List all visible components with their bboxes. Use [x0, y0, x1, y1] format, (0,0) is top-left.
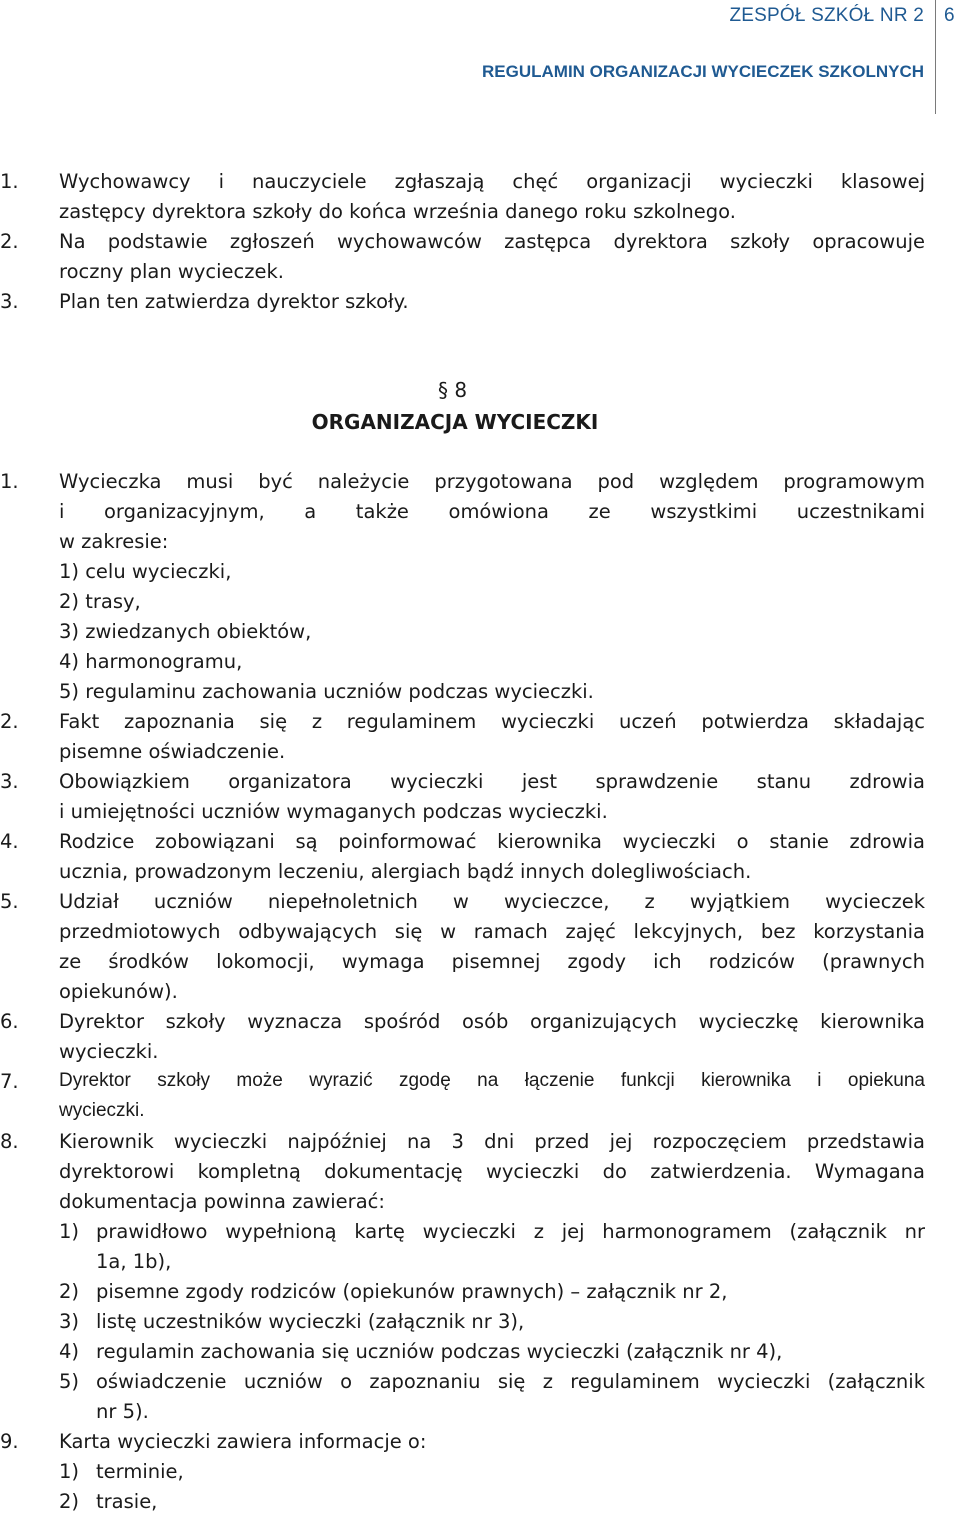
section-number: § 8 [438, 378, 468, 402]
item-number: 3. [0, 770, 19, 793]
item-number: 1. [0, 470, 19, 493]
item-text: roczny plan wycieczek. [59, 260, 284, 283]
sub-item-text: prawidłowo wypełnioną kartę wycieczki z jej harmonogramem (załącznik nr [96, 1220, 925, 1243]
item-text: w zakresie: [59, 530, 169, 553]
item-text: Karta wycieczki zawiera informacje o: [59, 1430, 427, 1453]
sub-item-text: 2) trasy, [59, 590, 141, 613]
item-text: ze środków lokomocji, wymaga pisemnej zgody ich rodziców (prawnych [59, 950, 925, 973]
item-text: Udział uczniów niepełnoletnich w wycieczce, z wyjątkiem wycieczek [59, 890, 925, 913]
sub-item-number: 2) [59, 1490, 80, 1513]
item-text: Dyrektor szkoły wyznacza spośród osób organizujących wycieczkę kierownika [59, 1010, 925, 1033]
item-text: wycieczki. [59, 1100, 145, 1121]
item-number: 2. [0, 710, 19, 733]
item-text: zastępcy dyrektora szkoły do końca września danego roku szkolnego. [59, 200, 736, 223]
sub-item-text: 1) celu wycieczki, [59, 560, 232, 583]
item-text: Rodzice zobowiązani są poinformować kierownika wycieczki o stanie zdrowia [59, 830, 925, 853]
item-text: opiekunów). [59, 980, 178, 1003]
item-text: Fakt zapoznania się z regulaminem wycieczki uczeń potwierdza składając [59, 710, 925, 733]
item-text: wycieczki. [59, 1040, 159, 1063]
sub-item-text: 1a, 1b), [96, 1250, 172, 1273]
header-divider [935, 0, 936, 114]
item-number: 5. [0, 890, 19, 913]
item-text: i organizacyjnym, a także omówiona ze wszystkimi uczestnikami [59, 500, 925, 523]
sub-item-text: listę uczestników wycieczki (załącznik nr 3), [96, 1310, 525, 1333]
sub-item-text: trasie, [96, 1490, 158, 1513]
sub-item-text: 3) zwiedzanych obiektów, [59, 620, 312, 643]
item-text: przedmiotowych odbywających się w ramach zajęć lekcyjnych, bez korzystania [59, 920, 925, 943]
item-text: Wychowawcy i nauczyciele zgłaszają chęć organizacji wycieczki klasowej [59, 170, 925, 193]
item-number: 9. [0, 1430, 19, 1453]
item-text: Na podstawie zgłoszeń wychowawców zastępca dyrektora szkoły opracowuje [59, 230, 925, 253]
item-text: Dyrektor szkoły może wyrazić zgodę na łączenie funkcji kierownika i opiekuna [59, 1070, 925, 1091]
sub-item-text: 5) regulaminu zachowania uczniów podczas wycieczki. [59, 680, 594, 703]
item-number: 1. [0, 170, 19, 193]
sub-item-number: 1) [59, 1460, 80, 1483]
item-text: dyrektorowi kompletną dokumentację wycieczki do zatwierdzenia. Wymagana [59, 1160, 925, 1183]
section-title: ORGANIZACJA WYCIECZKI [311, 410, 599, 434]
page-header [0, 0, 960, 115]
sub-item-number: 4) [59, 1340, 80, 1363]
sub-item-text: pisemne zgody rodziców (opiekunów prawnych) – załącznik nr 2, [96, 1280, 728, 1303]
item-text: ucznia, prowadzonym leczeniu, alergiach bądź innych dolegliwościach. [59, 860, 752, 883]
item-text: dokumentacja powinna zawierać: [59, 1190, 385, 1213]
item-text: Plan ten zatwierdza dyrektor szkoły. [59, 290, 409, 313]
sub-item-number: 3) [59, 1310, 80, 1333]
sub-item-number: 1) [59, 1220, 80, 1243]
document-title: REGULAMIN ORGANIZACJI WYCIECZEK SZKOLNYCH [482, 62, 924, 81]
sub-item-text: terminie, [96, 1460, 184, 1483]
item-text: Obowiązkiem organizatora wycieczki jest sprawdzenie stanu zdrowia [59, 770, 925, 793]
item-number: 4. [0, 830, 19, 853]
sub-item-text: oświadczenie uczniów o zapoznaniu się z regulaminem wycieczki (załącznik [96, 1370, 925, 1393]
sub-item-number: 5) [59, 1370, 80, 1393]
item-number: 8. [0, 1130, 19, 1153]
school-name: ZESPÓŁ SZKÓŁ NR 2 [729, 5, 924, 26]
item-text: i umiejętności uczniów wymaganych podczas wycieczki. [59, 800, 608, 823]
item-text: Kierownik wycieczki najpóźniej na 3 dni przed jej rozpoczęciem przedstawia [59, 1130, 925, 1153]
sub-item-text: regulamin zachowania się uczniów podczas wycieczki (załącznik nr 4), [96, 1340, 783, 1363]
sub-item-text: nr 5). [96, 1400, 149, 1423]
item-number: 2. [0, 230, 19, 253]
item-number: 3. [0, 290, 19, 313]
sub-item-number: 2) [59, 1280, 80, 1303]
page-number: 6 [944, 5, 955, 26]
sub-item-text: 4) harmonogramu, [59, 650, 243, 673]
item-number: 7. [0, 1070, 19, 1093]
item-text: Wycieczka musi być należycie przygotowana pod względem programowym [59, 470, 925, 493]
item-number: 6. [0, 1010, 19, 1033]
item-text: pisemne oświadczenie. [59, 740, 286, 763]
